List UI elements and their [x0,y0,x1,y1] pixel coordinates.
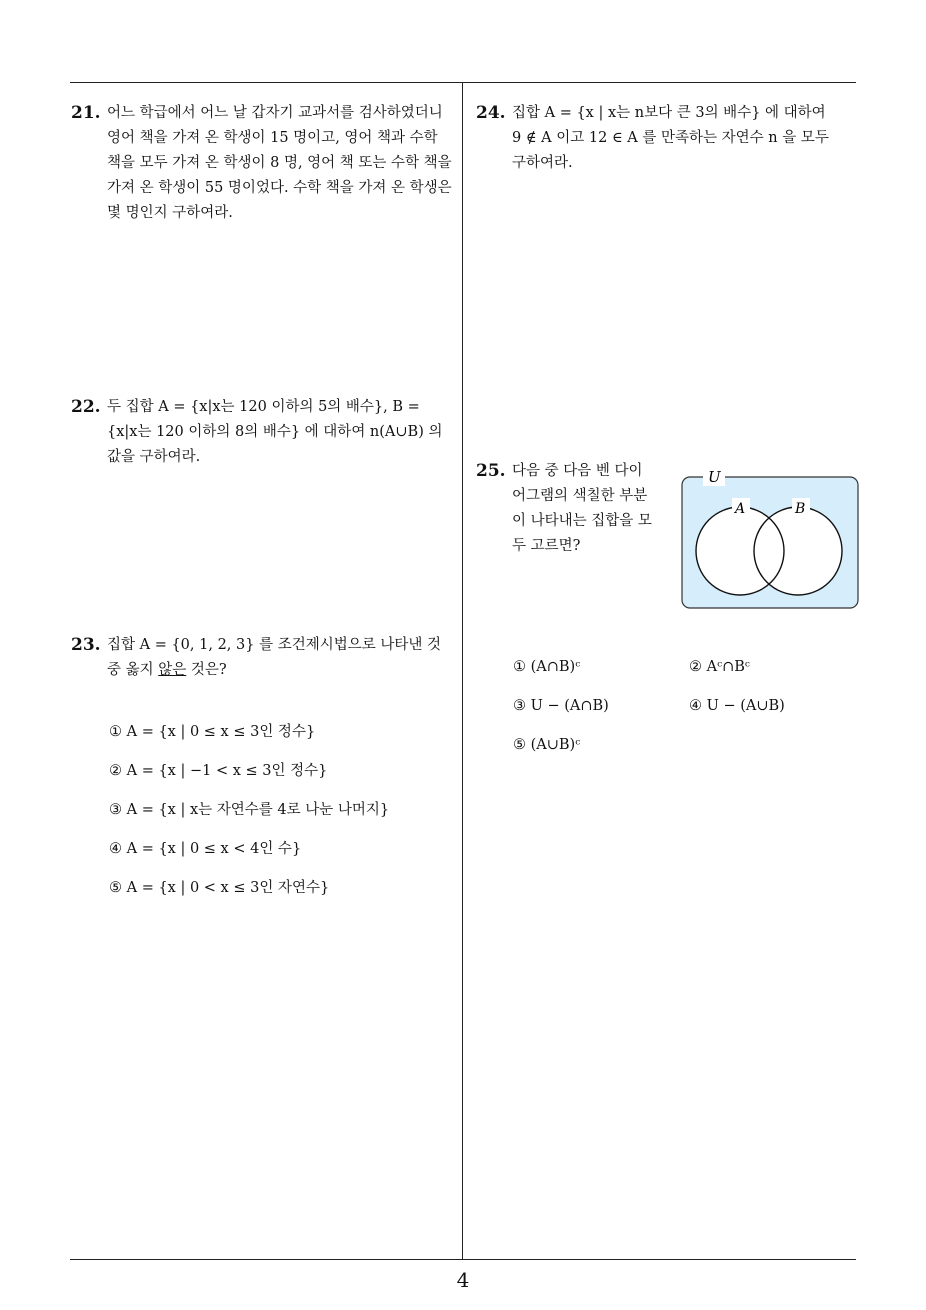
question-text: 집합 A = {x | x는 n보다 큰 3의 배수} 에 대하여 9 ∉ A 이고 12 ∈ A 를 만족하는 자연수 n 을 모두 구하여라. [512,105,829,171]
question-text: 어느 학급에서 어느 날 갑자기 교과서를 검사하였더니 영어 책을 가져 온 학생이 15 명이고, 영어 책과 수학 책을 모두 가져 온 학생이 8 명, 영어 책 또는 수학 책을 가져 온 학생이 55 명이었다. 수학 책을 가져 온 학생은 몇 명인지 구하여라. [107,105,452,221]
choice-1[interactable]: ① (A∩B)ᶜ [513,659,581,675]
question-text: 집합 A = {0, 1, 2, 3} 를 조건제시법으로 나타낸 것 중 옳지 않은 것은? [107,637,441,678]
question-number: 21. [71,103,101,123]
venn-diagram [678,464,862,612]
label-a: A [735,501,746,517]
choice-1[interactable]: ① A = {x | 0 ≤ x ≤ 3인 정수} [109,724,316,740]
choice-5[interactable]: ⑤ (A∪B)ᶜ [513,737,581,753]
choice-3[interactable]: ③ A = {x | x는 자연수를 4로 나눈 나머지} [109,802,390,818]
choice-4[interactable]: ④ A = {x | 0 ≤ x < 4인 수} [109,841,302,857]
bottom-rule [70,1259,856,1260]
column-divider [462,82,463,1259]
choice-2[interactable]: ② A = {x | −1 < x ≤ 3인 정수} [109,763,328,779]
choice-2[interactable]: ② Aᶜ∩Bᶜ [689,659,750,675]
choice-3[interactable]: ③ U − (A∩B) [513,698,609,714]
choice-4[interactable]: ④ U − (A∪B) [689,698,785,714]
page-number: 4 [456,1268,470,1292]
label-b: B [795,501,806,517]
top-rule [70,82,856,83]
question-number: 24. [476,103,506,123]
question-number: 25. [476,461,506,481]
question-number: 23. [71,635,101,655]
underlined-word: 않은 [158,662,187,678]
question-text: 다음 중 다음 벤 다이 어그램의 색칠한 부분 이 나타내는 집합을 모 두 고르면? [512,463,652,554]
question-text: 두 집합 A = {x|x는 120 이하의 5의 배수}, B = {x|x는 120 이하의 8의 배수} 에 대하여 n(A∪B) 의 값을 구하여라. [107,399,443,465]
question-number: 22. [71,397,101,417]
label-u: U [708,468,721,486]
choice-5[interactable]: ⑤ A = {x | 0 < x ≤ 3인 자연수} [109,880,330,896]
